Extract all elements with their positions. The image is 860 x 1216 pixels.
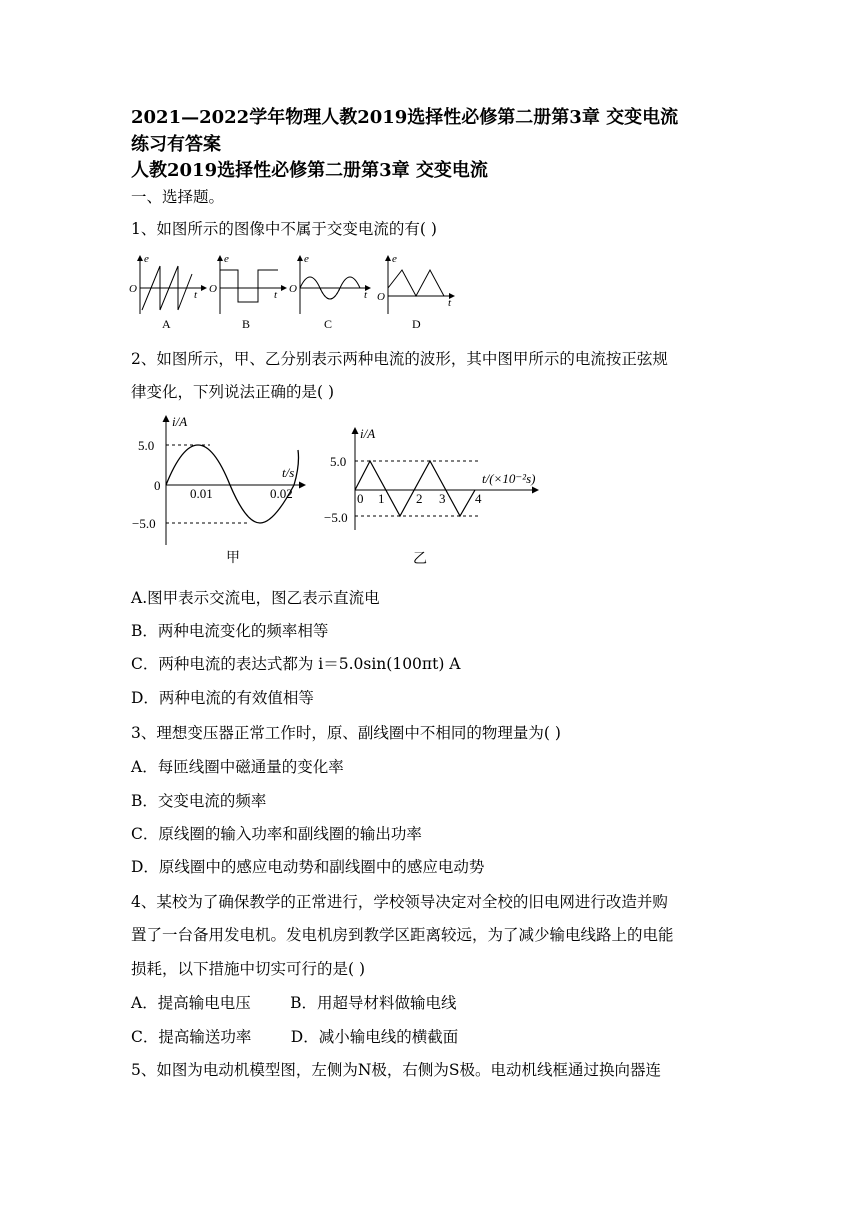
q1-label-a: A [162, 317, 171, 331]
svg-text:5.0: 5.0 [330, 454, 347, 469]
svg-text:O: O [209, 283, 217, 295]
question-4-stem-line3: 损耗，以下措施中切实可行的是( ) [131, 960, 366, 978]
svg-text:4: 4 [475, 491, 482, 506]
question-4-stem-line1: 4、某校为了确保教学的正常进行，学校领导决定对全校的旧电网进行改造并购 [131, 893, 668, 911]
svg-text:3: 3 [439, 491, 446, 506]
q3-option-a: A．每匝线圈中磁通量的变化率 [131, 758, 344, 776]
fig-yi-caption: 乙 [413, 552, 427, 567]
svg-text:e: e [224, 253, 229, 265]
svg-text:0: 0 [357, 491, 364, 506]
svg-text:−5.0: −5.0 [132, 516, 156, 531]
q3-option-d: D．原线圈中的感应电动势和副线圈中的感应电动势 [131, 858, 485, 876]
q1-label-c: C [324, 317, 333, 331]
fig-jia-caption: 甲 [226, 551, 240, 566]
svg-text:t: t [448, 297, 452, 309]
svg-text:t/s: t/s [282, 465, 295, 480]
svg-text:1: 1 [378, 491, 385, 506]
q3-option-c: C．原线圈的输入功率和副线圈的输出功率 [131, 825, 422, 843]
q4-options-row2: C．提高输送功率 D．减小输电线的横截面 [131, 1028, 459, 1046]
svg-text:i/A: i/A [172, 414, 188, 429]
document-subtitle: 人教2019选择性必修第二册第3章 交变电流 [131, 160, 488, 181]
svg-text:i/A: i/A [360, 426, 376, 441]
svg-text:0.02: 0.02 [270, 486, 293, 501]
q2-option-a: A.图甲表示交流电，图乙表示直流电 [131, 589, 380, 607]
q1-label-d: D [412, 317, 421, 331]
q4-options-row1: A．提高输电电压 B．用超导材料做输电线 [131, 994, 457, 1012]
question-2-stem-line2: 律变化，下列说法正确的是( ) [131, 383, 335, 401]
document-title-line2: 练习有答案 [131, 134, 221, 155]
q1-graph-d [377, 253, 454, 314]
svg-text:−5.0: −5.0 [324, 510, 348, 525]
svg-text:O: O [289, 283, 297, 295]
q1-graph-a [129, 253, 206, 314]
q2-option-d: D．两种电流的有效值相等 [131, 689, 314, 707]
fig-yi-triangle [324, 426, 538, 567]
svg-text:O: O [129, 283, 137, 295]
q1-graph-b [209, 253, 286, 314]
svg-text:O: O [377, 291, 385, 303]
svg-text:e: e [304, 253, 309, 265]
q3-option-b: B．交变电流的频率 [131, 792, 267, 810]
question-4-stem-line2: 置了一台备用发电机。发电机房到教学区距离较远，为了减少输电线路上的电能 [131, 926, 674, 944]
svg-text:t: t [274, 289, 278, 301]
section-heading: 一、选择题。 [131, 188, 225, 206]
q2-waveforms-figure [130, 410, 550, 575]
svg-text:t: t [194, 289, 198, 301]
svg-text:e: e [392, 253, 397, 265]
svg-text:t: t [364, 289, 368, 301]
question-1-stem: 1、如图所示的图像中不属于交变电流的有( ) [131, 220, 437, 238]
q1-axis-e: e [144, 253, 149, 265]
svg-text:t/(×10⁻²s): t/(×10⁻²s) [482, 471, 536, 486]
document-title: 2021—2022学年物理人教2019选择性必修第二册第3章 交变电流 [131, 107, 679, 128]
question-5-stem-line1: 5、如图为电动机模型图，左侧为N极，右侧为S极。电动机线框通过换向器连 [131, 1061, 662, 1079]
q1-graph-c [289, 253, 370, 314]
fig-jia-sine [132, 414, 305, 566]
question-3-stem: 3、理想变压器正常工作时，原、副线圈中不相同的物理量为( ) [131, 724, 561, 742]
svg-text:0.01: 0.01 [190, 486, 213, 501]
q1-label-b: B [242, 317, 251, 331]
svg-text:5.0: 5.0 [138, 438, 155, 453]
question-2-stem-line1: 2、如图所示，甲、乙分别表示两种电流的波形，其中图甲所示的电流按正弦规 [131, 350, 668, 368]
q2-option-b: B．两种电流变化的频率相等 [131, 622, 329, 640]
q1-graphs-figure [126, 252, 466, 337]
svg-text:0: 0 [154, 478, 161, 493]
q2-option-c: C．两种电流的表达式都为 i＝5.0sin(100πt) A [131, 655, 461, 673]
svg-text:2: 2 [416, 491, 423, 506]
